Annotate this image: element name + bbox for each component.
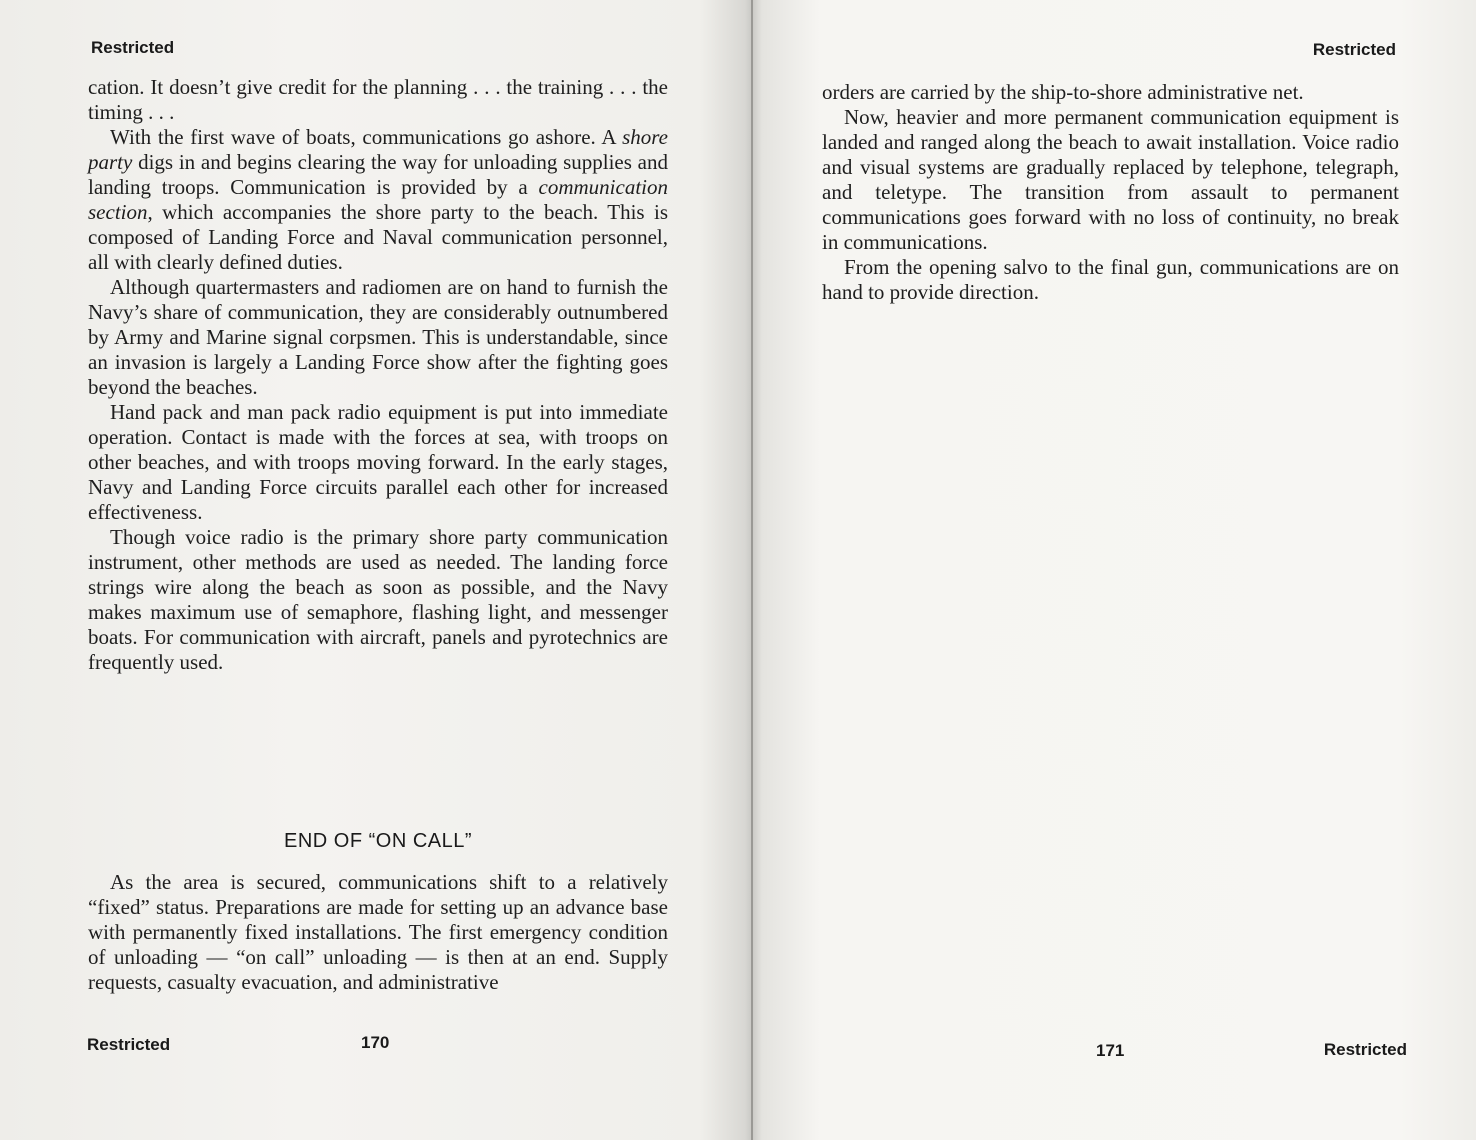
body-text (88, 75, 668, 675)
running-head: Restricted (91, 38, 175, 57)
italic-term: shore party (88, 125, 668, 174)
paragraph: Although quartermasters and radiomen are on hand to furnish the Navy’s share of communication, they are considerably outnumbered by Army and Marine signal corpsmen. This is understandable, since an invasion is largely a Landing Force show after the fighting goes beyond the beaches. (88, 275, 668, 399)
section-heading: END OF “ON CALL” (283, 830, 473, 852)
paragraph: Though voice radio is the primary shore party communication instrument, other methods are used as needed. The landing force strings wire along the beach as soon as possible, and the Navy makes maximum use of semaphore, flashing light, and messenger boats. For communication with aircraft, panels and pyrotechnics are frequently used. (88, 525, 668, 674)
footer-label: Restricted (87, 1035, 171, 1054)
running-head: Restricted (1312, 40, 1396, 59)
paragraph: orders are carried by the ship-to-shore administrative net. (822, 80, 1304, 104)
body-text (88, 870, 668, 995)
paragraph: Hand pack and man pack radio equipment is put into immediate operation. Contact is made with the forces at sea, with troops on other beaches, and with troops moving forward. In the early stages, Navy and Landing Force circuits parallel each other for increased effectiveness. (88, 400, 668, 524)
paragraph: Now, heavier and more permanent communication equipment is landed and ranged along the beach to await installation. Voice radio and visual systems are gradually replaced by telephone, telegraph, and teletype. The transition from assault to permanent communications goes forward with no loss of continuity, no break in communications. (822, 105, 1399, 254)
paragraph: From the opening salvo to the final gun, communications are on hand to provide direction. (822, 255, 1399, 304)
right-page (754, 0, 1476, 1140)
footer-label: Restricted (1323, 1040, 1407, 1059)
body-text (822, 80, 1399, 305)
page-number: 170 (361, 1033, 390, 1052)
paragraph: As the area is secured, communications shift to a relatively “fixed” status. Preparations are made for setting up an advance base with permanently fixed installations. The first emergency condition of unloading — “on call” unloading — is then at an end. Supply requests, casualty evacuation, and administrative (88, 870, 668, 994)
paragraph: cation. It doesn’t give credit for the planning . . . the training . . . the timing . . . (88, 75, 668, 124)
paragraph: With the first wave of boats, communications go ashore. A shore party digs in and begins clearing the way for unloading supplies and landing troops. Communication is provided by a communication section, which accompanies the shore party to the beach. This is composed of Landing Force and Naval communication personnel, all with clearly defined duties. (88, 125, 668, 274)
book-gutter (751, 0, 753, 1140)
page-number: 171 (1096, 1041, 1125, 1060)
italic-term: communication section (88, 175, 668, 224)
